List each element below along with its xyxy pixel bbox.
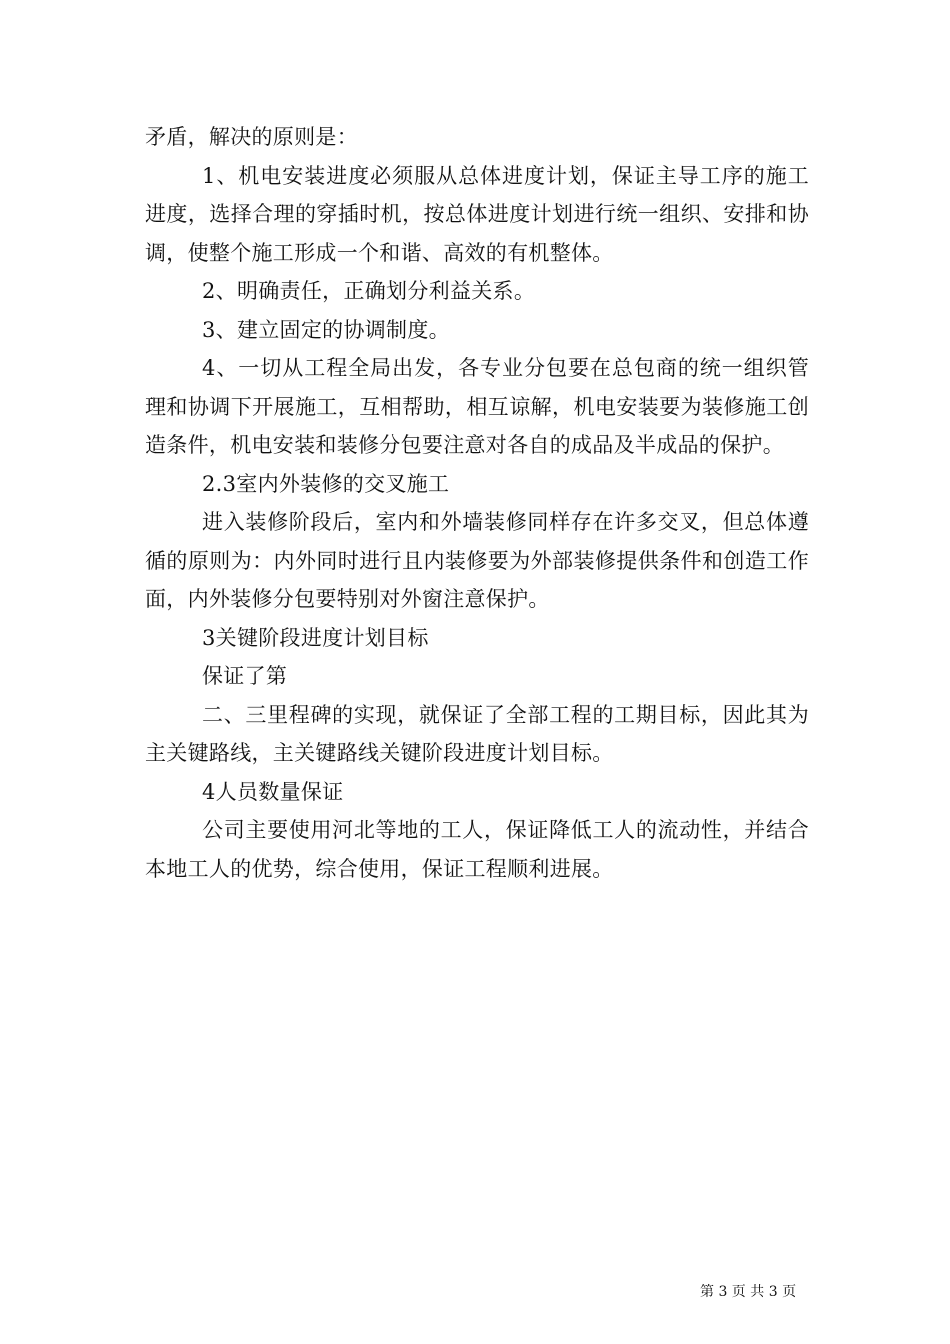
paragraph-principle-1: 1、机电安装进度必须服从总体进度计划，保证主导工序的施工进度，选择合理的穿插时机，按总体进度计划进行统一组织、安排和协调，使整个施工形成一个和谐、高效的有机整体。 (145, 163, 809, 265)
section-heading-4: 4人员数量保证 (202, 779, 344, 804)
page-number-footer: 第 3 页 共 3 页 (700, 1284, 797, 1300)
paragraph-guarantee: 保证了第 (202, 664, 288, 688)
section-heading-2-3: 2.3室内外装修的交叉施工 (202, 471, 450, 496)
paragraph-principle-2: 2、明确责任，正确划分利益关系。 (202, 279, 536, 303)
paragraph-cross-construction: 进入装修阶段后，室内和外墙装修同样存在许多交叉，但总体遵循的原则为：内外同时进行且内装修要为外部装修提供条件和创造工作面，内外装修分包要特别对外窗注意保护。 (145, 510, 809, 611)
paragraph-principle-4: 4、一切从工程全局出发，各专业分包要在总包商的统一组织管理和协调下开展施工，互相帮助，相互谅解，机电安装要为装修施工创造条件，机电安装和装修分包要注意对各自的成品及半成品的保护。 (145, 356, 809, 457)
paragraph-workforce: 公司主要使用河北等地的工人，保证降低工人的流动性，并结合本地工人的优势，综合使用，保证工程顺利进展。 (145, 818, 809, 881)
document-body (145, 118, 809, 888)
paragraph-intro: 矛盾，解决的原则是： (145, 125, 358, 149)
paragraph-principle-3: 3、建立固定的协调制度。 (202, 317, 450, 342)
section-heading-3: 3关键阶段进度计划目标 (202, 625, 429, 650)
paragraph-milestones: 二、三里程碑的实现，就保证了全部工程的工期目标，因此其为主关键路线，主关键路线关键阶段进度计划目标。 (145, 702, 809, 765)
